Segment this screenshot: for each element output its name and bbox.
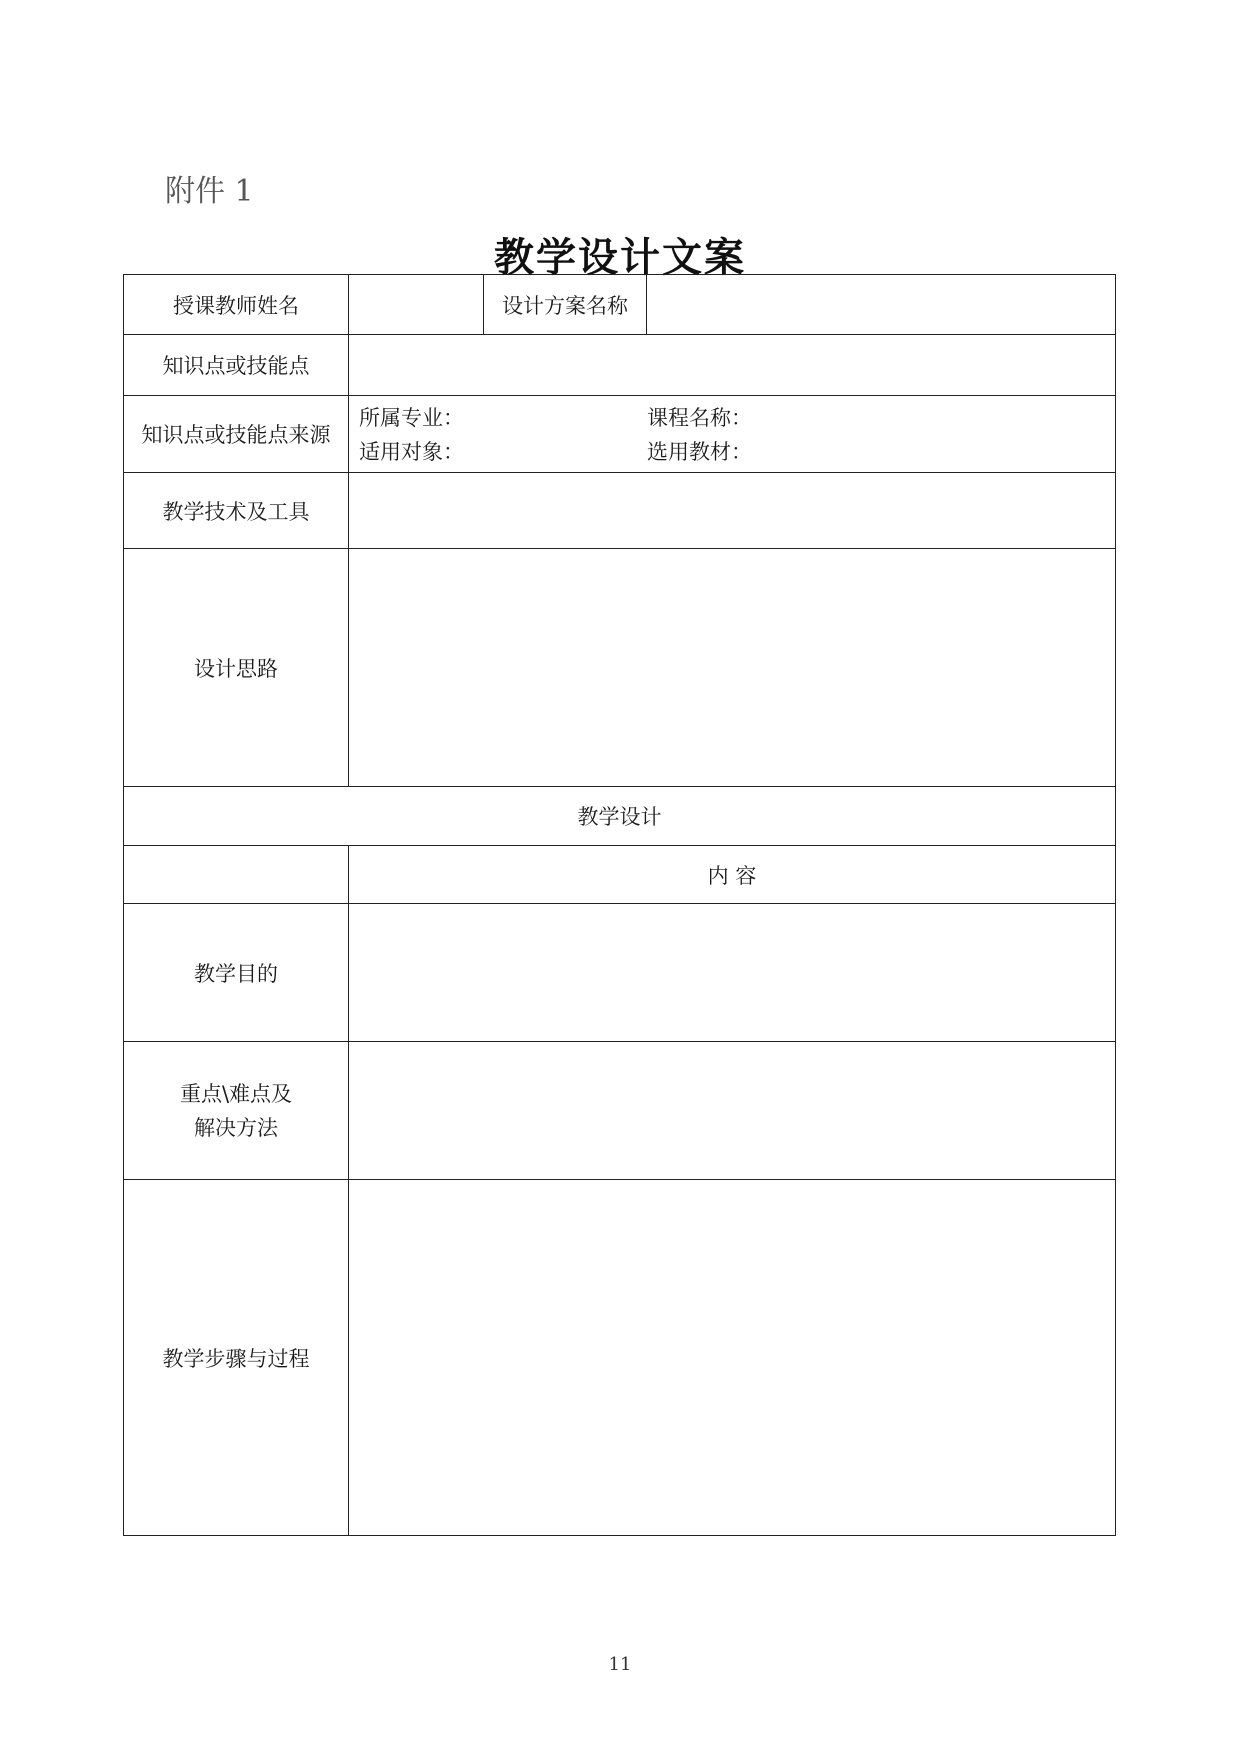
tools-field[interactable] xyxy=(349,473,1116,549)
major-label: 所属专业： xyxy=(359,406,464,430)
form-row-source xyxy=(124,396,1116,473)
knowledge-point-field[interactable] xyxy=(349,335,1116,396)
audience-label: 适用对象： xyxy=(359,440,464,464)
key-points-label-line2: 解决方法 xyxy=(194,1115,278,1140)
plan-name-label: 设计方案名称 xyxy=(484,275,647,335)
key-points-field[interactable] xyxy=(349,1042,1116,1180)
source-label: 知识点或技能点来源 xyxy=(124,396,349,473)
form-row-tools xyxy=(124,473,1116,549)
form-row-knowledge-point xyxy=(124,335,1116,396)
form-row-design-idea xyxy=(124,549,1116,787)
steps-field[interactable] xyxy=(349,1180,1116,1536)
key-points-label xyxy=(124,1042,349,1180)
tools-label: 教学技术及工具 xyxy=(124,473,349,549)
content-header: 内 容 xyxy=(349,846,1116,904)
knowledge-point-label: 知识点或技能点 xyxy=(124,335,349,396)
plan-name-field[interactable] xyxy=(647,275,1116,335)
section-header: 教学设计 xyxy=(124,787,1116,846)
steps-label: 教学步骤与过程 xyxy=(124,1180,349,1536)
form-row-steps xyxy=(124,1180,1116,1536)
teacher-name-field[interactable] xyxy=(349,275,484,335)
teacher-name-label: 授课教师姓名 xyxy=(124,275,349,335)
source-field[interactable] xyxy=(349,396,1116,473)
goal-field[interactable] xyxy=(349,904,1116,1042)
form-row-section-header xyxy=(124,787,1116,846)
key-points-label-line1: 重点\难点及 xyxy=(179,1081,293,1106)
attachment-label: 附件 1 xyxy=(165,174,254,209)
form-row-goal xyxy=(124,904,1116,1042)
goal-label: 教学目的 xyxy=(124,904,349,1042)
course-name-label: 课程名称： xyxy=(647,406,752,430)
page-number: 11 xyxy=(608,1654,632,1675)
teaching-design-form xyxy=(123,274,1116,1536)
design-idea-field[interactable] xyxy=(349,549,1116,787)
content-header-blank xyxy=(124,846,349,904)
form-row-key-points xyxy=(124,1042,1116,1180)
document-title: 教学设计文案 xyxy=(494,235,746,281)
form-row-teacher xyxy=(124,275,1116,335)
form-row-content-header xyxy=(124,846,1116,904)
textbook-label: 选用教材： xyxy=(647,440,752,464)
design-idea-label: 设计思路 xyxy=(124,549,349,787)
